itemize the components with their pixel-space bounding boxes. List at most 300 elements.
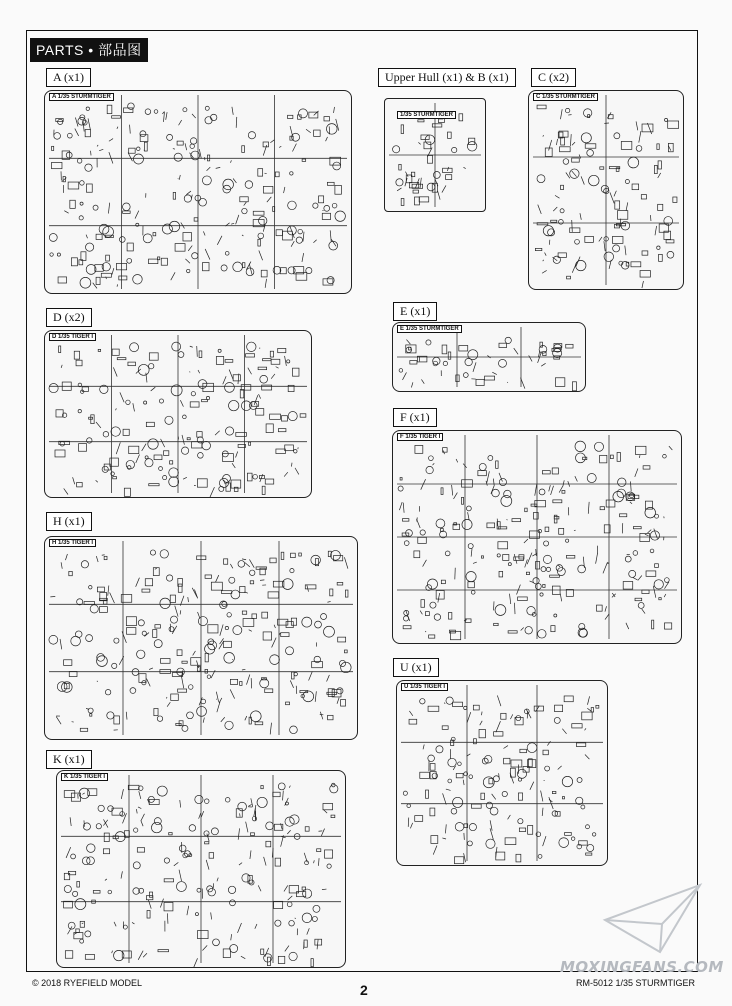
part-block — [576, 743, 585, 747]
part-rod — [210, 487, 214, 497]
part-round — [71, 854, 76, 859]
part-block — [246, 354, 255, 357]
sprue-tag-u: U 1/35 TIGER I — [401, 683, 448, 691]
part-block — [64, 901, 73, 908]
part-rod — [664, 582, 668, 589]
part-rod — [238, 374, 239, 385]
part-rod — [647, 530, 651, 533]
part-block — [511, 760, 522, 767]
part-round — [287, 360, 290, 363]
part-rod — [473, 562, 477, 563]
part-rod — [514, 348, 518, 354]
part-block — [161, 258, 167, 265]
part-block — [221, 591, 231, 594]
part-round — [183, 415, 187, 419]
part-round — [443, 361, 447, 365]
part-block — [177, 141, 183, 145]
part-rod — [289, 786, 290, 788]
part-rod — [284, 472, 288, 476]
part-block — [496, 461, 498, 468]
part-block — [71, 258, 77, 266]
part-block — [77, 482, 83, 486]
part-round — [210, 114, 216, 120]
part-block — [664, 623, 671, 629]
part-block — [300, 690, 308, 692]
part-round — [66, 152, 72, 158]
part-round — [188, 685, 193, 690]
part-rod — [291, 463, 292, 467]
part-rod — [141, 821, 143, 827]
page-number: 2 — [360, 982, 368, 998]
part-rod — [149, 668, 153, 670]
part-block — [489, 779, 493, 784]
part-rod — [180, 800, 181, 807]
part-block — [425, 612, 429, 616]
part-rod — [179, 870, 182, 881]
part-block — [668, 121, 679, 128]
part-round — [157, 716, 162, 721]
part-block — [456, 773, 463, 777]
part-round — [287, 902, 292, 907]
part-block — [409, 719, 417, 724]
part-rod — [529, 355, 532, 361]
part-rod — [541, 791, 543, 802]
part-round — [313, 905, 320, 912]
part-round — [562, 776, 572, 786]
part-round — [286, 647, 294, 655]
part-round — [202, 441, 211, 450]
part-round — [533, 578, 539, 584]
part-rod — [545, 253, 547, 256]
part-rod — [271, 374, 275, 379]
part-rod — [607, 112, 611, 118]
sprue-label-k: K (x1) — [46, 750, 92, 769]
part-rod — [141, 814, 145, 821]
part-rod — [199, 813, 201, 819]
part-round — [133, 275, 143, 285]
part-block — [518, 597, 528, 601]
sprue-tag-a: A 1/35 STURMTIGER — [49, 93, 114, 101]
part-block — [278, 429, 286, 432]
part-rod — [68, 926, 72, 934]
part-block — [123, 211, 130, 213]
part-rod — [112, 951, 113, 954]
part-block — [512, 519, 521, 522]
part-round — [396, 179, 403, 186]
part-block — [155, 625, 161, 628]
part-round — [80, 939, 84, 943]
part-round — [497, 554, 500, 557]
part-round — [143, 234, 152, 243]
part-round — [333, 162, 341, 170]
part-round — [629, 570, 636, 577]
part-block — [142, 589, 150, 592]
part-round — [628, 157, 639, 168]
part-block — [56, 410, 63, 417]
part-block — [481, 793, 485, 799]
part-block — [278, 348, 286, 352]
part-rod — [575, 476, 578, 481]
part-rod — [96, 480, 98, 482]
part-round — [537, 175, 545, 183]
part-round — [96, 824, 101, 829]
part-block — [323, 279, 333, 285]
part-round — [559, 219, 564, 224]
part-block — [652, 620, 654, 629]
part-block — [446, 175, 452, 180]
part-round — [145, 459, 153, 467]
part-round — [145, 109, 151, 115]
part-rod — [219, 698, 222, 703]
part-block — [474, 739, 477, 744]
part-rod — [267, 197, 271, 202]
part-round — [144, 401, 147, 404]
part-block — [247, 473, 252, 481]
part-rod — [201, 811, 203, 817]
part-block — [85, 955, 94, 960]
part-round — [137, 147, 141, 151]
part-rod — [471, 549, 472, 557]
part-block — [276, 230, 282, 236]
part-rod — [121, 871, 122, 878]
part-round — [142, 681, 146, 685]
part-round — [157, 786, 167, 796]
part-rod — [425, 631, 426, 632]
part-rod — [139, 791, 141, 799]
part-block — [633, 527, 641, 529]
part-rod — [254, 395, 258, 405]
part-round — [505, 337, 511, 343]
part-block — [197, 666, 200, 671]
part-rod — [173, 149, 175, 150]
part-round — [527, 743, 537, 753]
part-block — [528, 825, 533, 834]
part-round — [242, 208, 247, 213]
sprue-label-h: H (x1) — [46, 512, 92, 531]
part-block — [504, 758, 510, 764]
part-block — [106, 255, 110, 261]
part-block — [537, 105, 546, 109]
part-rod — [179, 120, 182, 125]
part-rod — [521, 628, 524, 631]
part-block — [266, 841, 271, 847]
part-block — [516, 854, 521, 862]
part-round — [64, 885, 71, 892]
part-block — [242, 611, 246, 614]
part-rod — [563, 480, 564, 486]
part-rod — [185, 259, 190, 263]
part-rod — [245, 716, 247, 720]
part-rod — [541, 363, 545, 366]
part-rod — [447, 167, 448, 171]
part-rod — [135, 211, 139, 219]
part-block — [585, 236, 594, 242]
part-round — [229, 577, 235, 583]
part-block — [459, 114, 463, 121]
part-block — [275, 172, 279, 177]
part-rod — [192, 114, 196, 118]
part-rod — [630, 502, 632, 504]
part-rod — [108, 585, 109, 595]
part-rod — [270, 723, 271, 735]
part-rod — [416, 519, 420, 528]
part-block — [119, 276, 127, 280]
part-block — [170, 461, 173, 464]
part-round — [636, 146, 642, 152]
part-rod — [337, 698, 339, 704]
part-rod — [473, 362, 476, 371]
part-round — [154, 640, 162, 648]
part-block — [542, 471, 550, 474]
part-rod — [307, 928, 310, 934]
part-rod — [288, 896, 293, 900]
part-rod — [445, 824, 446, 833]
part-round — [321, 613, 327, 619]
part-rod — [144, 633, 149, 637]
part-block — [266, 424, 273, 433]
part-round — [492, 489, 500, 497]
part-rod — [559, 486, 563, 493]
part-round — [617, 489, 626, 498]
part-block — [265, 479, 274, 484]
part-block — [302, 159, 306, 161]
part-rod — [588, 502, 589, 514]
part-block — [117, 358, 126, 360]
part-block — [586, 853, 592, 855]
part-block — [170, 595, 175, 602]
part-round — [407, 804, 411, 808]
part-block — [552, 791, 556, 793]
part-rod — [82, 923, 84, 924]
part-rod — [556, 139, 557, 145]
part-block — [93, 890, 100, 893]
part-round — [82, 857, 90, 865]
part-round — [290, 172, 293, 175]
part-rod — [108, 203, 109, 214]
part-block — [596, 705, 599, 708]
part-block — [101, 273, 111, 277]
part-round — [455, 822, 464, 831]
part-round — [471, 590, 475, 594]
part-rod — [605, 614, 609, 620]
sprue-line-art — [393, 323, 585, 391]
part-block — [263, 632, 271, 640]
part-round — [111, 427, 120, 436]
part-block — [164, 879, 173, 882]
sprue-tag-upper-hull: 1/35 STURMTIGER — [397, 111, 456, 119]
part-block — [197, 432, 202, 437]
part-round — [581, 805, 585, 809]
part-rod — [82, 793, 84, 794]
part-block — [149, 484, 159, 486]
part-block — [494, 623, 498, 625]
part-rod — [223, 376, 226, 384]
part-rod — [207, 167, 211, 171]
part-round — [495, 605, 506, 616]
part-round — [448, 779, 452, 783]
part-round — [557, 568, 565, 576]
part-block — [401, 198, 404, 205]
part-rod — [250, 850, 251, 859]
part-rod — [570, 134, 571, 146]
part-rod — [514, 603, 515, 614]
sprue-label-u: U (x1) — [393, 658, 439, 677]
part-rod — [406, 340, 410, 345]
part-round — [490, 807, 498, 815]
part-rod — [344, 557, 347, 568]
part-block — [338, 637, 346, 642]
part-rod — [514, 554, 517, 564]
part-round — [625, 556, 631, 562]
part-block — [104, 556, 107, 559]
part-block — [518, 793, 522, 800]
part-round — [324, 205, 330, 211]
part-round — [294, 450, 297, 453]
part-rod — [66, 847, 71, 858]
part-block — [415, 445, 423, 453]
part-block — [104, 833, 109, 842]
part-block — [147, 910, 150, 918]
part-rod — [596, 553, 598, 563]
part-block — [270, 414, 281, 419]
part-round — [453, 797, 463, 807]
part-block — [560, 147, 571, 152]
part-block — [413, 190, 419, 193]
part-round — [436, 519, 445, 528]
part-block — [623, 582, 633, 590]
part-block — [240, 390, 244, 398]
part-block — [256, 409, 264, 416]
part-rod — [258, 885, 261, 891]
part-round — [197, 437, 203, 443]
part-block — [173, 192, 175, 199]
part-block — [100, 592, 107, 600]
part-round — [190, 138, 196, 144]
part-block — [658, 161, 661, 169]
part-rod — [524, 539, 528, 543]
part-rod — [203, 231, 205, 235]
part-rod — [636, 121, 638, 130]
part-round — [229, 400, 239, 410]
part-block — [144, 142, 147, 151]
part-rod — [203, 718, 204, 723]
part-block — [337, 582, 343, 585]
part-block — [543, 584, 545, 587]
part-round — [566, 539, 569, 542]
sprue-label-f: F (x1) — [393, 408, 437, 427]
part-block — [52, 162, 62, 168]
part-block — [553, 500, 562, 503]
part-block — [642, 590, 649, 593]
part-round — [545, 766, 550, 771]
part-round — [102, 466, 108, 472]
part-block — [585, 144, 596, 148]
part-round — [560, 209, 564, 213]
part-round — [213, 939, 220, 946]
part-rod — [397, 188, 401, 191]
part-round — [434, 614, 440, 620]
part-rod — [60, 639, 62, 649]
sprue-label-d: D (x2) — [46, 308, 92, 327]
part-rod — [306, 129, 311, 133]
part-rod — [487, 471, 490, 482]
part-round — [67, 133, 72, 138]
part-rod — [585, 728, 586, 730]
sprue-tag-k: K 1/35 TIGER I — [61, 773, 108, 781]
part-block — [441, 580, 445, 584]
part-block — [107, 105, 112, 113]
part-round — [191, 392, 195, 396]
part-round — [148, 439, 158, 449]
part-block — [52, 146, 54, 150]
part-rod — [580, 213, 581, 220]
sprue-tag-c: C 1/35 STURMTIGER — [533, 93, 598, 101]
part-rod — [128, 153, 132, 162]
part-rod — [456, 459, 458, 462]
part-block — [76, 360, 82, 366]
part-block — [612, 236, 623, 243]
part-block — [635, 446, 646, 454]
part-block — [341, 700, 346, 707]
part-block — [526, 572, 529, 574]
part-block — [646, 571, 656, 576]
part-rod — [192, 588, 197, 597]
part-block — [465, 619, 471, 622]
part-rod — [291, 241, 294, 247]
part-round — [178, 352, 184, 358]
part-block — [515, 717, 523, 724]
part-rod — [163, 112, 164, 122]
part-rod — [560, 109, 562, 119]
part-block — [263, 186, 272, 193]
part-block — [476, 379, 484, 385]
part-round — [420, 699, 425, 704]
part-block — [205, 842, 209, 844]
part-rod — [295, 918, 296, 919]
part-round — [275, 920, 281, 926]
part-rod — [197, 346, 198, 357]
part-round — [452, 147, 457, 152]
part-block — [418, 120, 424, 122]
part-block — [567, 276, 571, 279]
part-round — [231, 590, 240, 599]
part-block — [432, 124, 442, 127]
part-block — [285, 445, 294, 451]
part-round — [426, 466, 433, 473]
part-rod — [146, 679, 150, 687]
part-round — [202, 176, 211, 185]
part-round — [98, 805, 104, 811]
part-rod — [198, 370, 200, 373]
part-round — [248, 132, 255, 139]
sprue-tag-d: D 1/35 TIGER I — [49, 333, 96, 341]
part-rod — [136, 809, 137, 813]
part-block — [453, 702, 463, 707]
part-round — [105, 689, 110, 694]
part-block — [424, 142, 431, 149]
part-rod — [608, 563, 609, 564]
part-block — [322, 213, 330, 219]
part-block — [311, 959, 313, 967]
part-round — [426, 340, 431, 345]
part-round — [186, 269, 189, 272]
part-rod — [423, 745, 424, 750]
part-round — [499, 478, 506, 485]
part-round — [448, 758, 456, 766]
part-rod — [166, 112, 167, 120]
part-round — [428, 755, 435, 762]
part-round — [227, 613, 231, 617]
